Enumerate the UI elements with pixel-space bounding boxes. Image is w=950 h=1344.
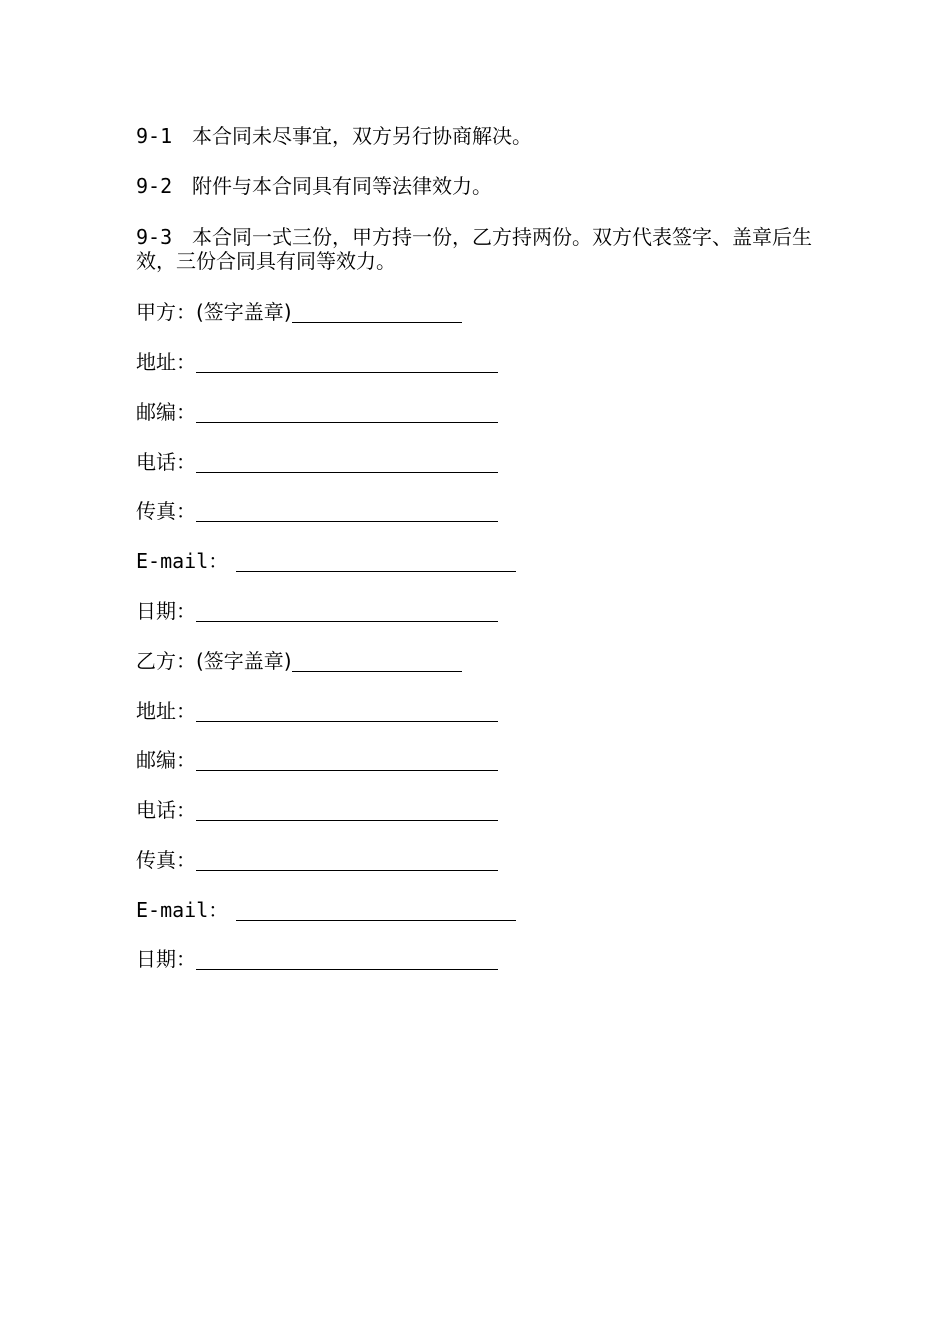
party-a-signature-line bbox=[136, 300, 462, 324]
party-b-address-blank[interactable] bbox=[196, 701, 498, 722]
party-b-postcode-field bbox=[136, 748, 498, 772]
date-label: 日期： bbox=[136, 599, 196, 623]
party-a-email-blank[interactable] bbox=[236, 551, 516, 572]
phone-label: 电话： bbox=[136, 798, 196, 822]
date-label: 日期： bbox=[136, 947, 196, 971]
postcode-label: 邮编： bbox=[136, 400, 196, 424]
party-b-postcode-blank[interactable] bbox=[196, 750, 498, 771]
party-a-email-field bbox=[136, 549, 516, 573]
address-label: 地址： bbox=[136, 350, 196, 374]
fax-label: 传真： bbox=[136, 848, 196, 872]
clause-number: 9-3 bbox=[136, 225, 173, 249]
party-b-email-blank[interactable] bbox=[236, 900, 516, 921]
party-a-address-blank[interactable] bbox=[196, 352, 498, 373]
party-a-signature-blank[interactable] bbox=[292, 302, 462, 323]
party-a-date-blank[interactable] bbox=[196, 601, 498, 622]
party-b-date-blank[interactable] bbox=[196, 949, 498, 970]
party-b-signature-line bbox=[136, 649, 462, 673]
party-a-phone-field bbox=[136, 450, 498, 474]
address-label: 地址： bbox=[136, 699, 196, 723]
clause-text: 本合同一式三份，甲方持一份，乙方持两份。双方代表签字、盖章后生效，三份合同具有同等效力。 bbox=[136, 225, 812, 273]
party-a-phone-blank[interactable] bbox=[196, 452, 498, 473]
party-a-postcode-field bbox=[136, 400, 498, 424]
fax-label: 传真： bbox=[136, 499, 196, 523]
clause-9-1 bbox=[136, 124, 826, 148]
postcode-label: 邮编： bbox=[136, 748, 196, 772]
clause-text: 附件与本合同具有同等法律效力。 bbox=[192, 174, 492, 198]
party-b-fax-blank[interactable] bbox=[196, 850, 498, 871]
party-b-email-field bbox=[136, 898, 516, 922]
party-a-fax-blank[interactable] bbox=[196, 501, 498, 522]
party-b-address-field bbox=[136, 699, 498, 723]
party-b-phone-blank[interactable] bbox=[196, 800, 498, 821]
party-a-postcode-blank[interactable] bbox=[196, 402, 498, 423]
party-b-signature-blank[interactable] bbox=[292, 651, 462, 672]
clause-text: 本合同未尽事宜，双方另行协商解决。 bbox=[192, 124, 532, 148]
party-a-address-field bbox=[136, 350, 498, 374]
email-label: E-mail： bbox=[136, 898, 229, 922]
party-b-heading: 乙方：(签字盖章) bbox=[136, 649, 292, 673]
party-a-heading: 甲方：(签字盖章) bbox=[136, 300, 292, 324]
party-b-date-field bbox=[136, 947, 498, 971]
clause-number: 9-2 bbox=[136, 174, 173, 198]
phone-label: 电话： bbox=[136, 450, 196, 474]
party-b-phone-field bbox=[136, 798, 498, 822]
email-label: E-mail： bbox=[136, 549, 229, 573]
party-b-fax-field bbox=[136, 848, 498, 872]
clause-9-3 bbox=[136, 225, 826, 273]
party-a-fax-field bbox=[136, 499, 498, 523]
party-a-date-field bbox=[136, 599, 498, 623]
clause-number: 9-1 bbox=[136, 124, 173, 148]
clause-9-2 bbox=[136, 174, 826, 198]
